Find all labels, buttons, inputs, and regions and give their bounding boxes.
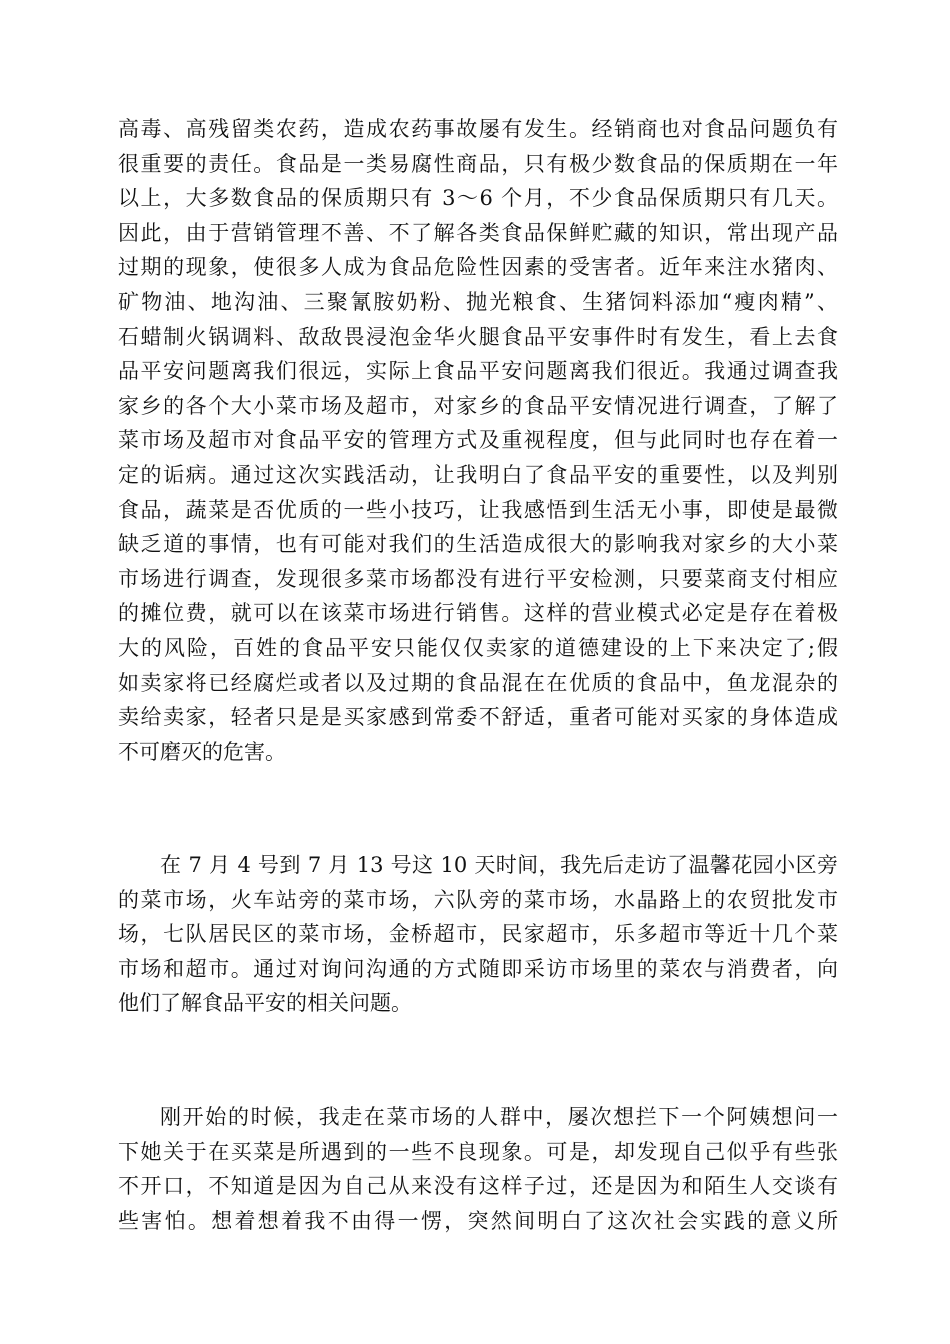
text-line: 市场进行调查，发现很多菜市场都没有进行平安检测，只要菜商支付相应 bbox=[118, 566, 838, 591]
text-line: 卖给卖家，轻者只是是买家感到常委不舒适，重者可能对买家的身体造成 bbox=[118, 705, 838, 730]
text-line: 很重要的责任。食品是一类易腐性商品，只有极少数食品的保质期在一年 bbox=[118, 151, 838, 176]
text-line: 因此，由于营销管理不善、不了解各类食品保鲜贮藏的知识，常出现产品 bbox=[118, 220, 838, 245]
text-line: 过期的现象，使很多人成为食品危险性因素的受害者。近年来注水猪肉、 bbox=[118, 255, 838, 280]
text-line: 的菜市场，火车站旁的菜市场，六队旁的菜市场，水晶路上的农贸批发市 bbox=[118, 887, 838, 912]
text-line: 刚开始的时候，我走在菜市场的人群中，屡次想拦下一个阿姨想问一 bbox=[160, 1105, 838, 1129]
text-line: 他们了解食品平安的相关问题。 bbox=[118, 991, 412, 1016]
text-line: 市场和超市。通过对询问沟通的方式随即采访市场里的菜农与消费者，向 bbox=[118, 956, 838, 981]
text-line: 在 7 月 4 号到 7 月 13 号这 10 天时间，我先后走访了温馨花园小区旁 bbox=[160, 853, 838, 877]
text-line: 矿物油、地沟油、三聚氰胺奶粉、抛光粮食、生猪饲料添加“瘦肉精”、 bbox=[118, 289, 838, 314]
text-line: 食品，蔬菜是否优质的一些小技巧，让我感悟到生活无小事，即使是最微 bbox=[118, 497, 838, 522]
text-line: 大的风险，百姓的食品平安只能仅仅卖家的道德建设的上下来决定了;假 bbox=[118, 635, 838, 660]
text-line: 下她关于在买菜是所遇到的一些不良现象。可是，却发现自己似乎有些张 bbox=[118, 1139, 838, 1164]
text-line: 的摊位费，就可以在该菜市场进行销售。这样的营业模式必定是存在着极 bbox=[118, 601, 838, 626]
text-line: 家乡的各个大小菜市场及超市，对家乡的食品平安情况进行调查，了解了 bbox=[118, 393, 838, 418]
text-line: 不开口，不知道是因为自己从来没有这样子过，还是因为和陌生人交谈有 bbox=[118, 1174, 838, 1199]
text-line: 以上，大多数食品的保质期只有 3～6 个月，不少食品保质期只有几天。 bbox=[118, 186, 838, 211]
paragraph-3 bbox=[118, 1100, 838, 1238]
paragraph-1 bbox=[118, 112, 838, 769]
text-line: 高毒、高残留类农药，造成农药事故屡有发生。经销商也对食品问题负有 bbox=[118, 117, 838, 141]
text-line: 场，七队居民区的菜市场，金桥超市，民家超市，乐多超市等近十几个菜 bbox=[118, 922, 838, 947]
paragraph-2 bbox=[118, 848, 838, 1021]
text-line: 缺乏道的事情，也有可能对我们的生活造成很大的影响我对家乡的大小菜 bbox=[118, 532, 838, 557]
text-line: 石蜡制火锅调料、敌敌畏浸泡金华火腿食品平安事件时有发生，看上去食 bbox=[118, 324, 838, 349]
text-line: 品平安问题离我们很远，实际上食品平安问题离我们很近。我通过调查我 bbox=[118, 359, 838, 384]
text-line: 菜市场及超市对食品平安的管理方式及重视程度，但与此同时也存在着一 bbox=[118, 428, 838, 453]
text-line: 不可磨灭的危害。 bbox=[118, 739, 286, 764]
text-line: 定的诟病。通过这次实践活动，让我明白了食品平安的重要性，以及判别 bbox=[118, 462, 838, 487]
text-line: 如卖家将已经腐烂或者以及过期的食品混在在优质的食品中，鱼龙混杂的 bbox=[118, 670, 838, 695]
text-line: 些害怕。想着想着我不由得一愣，突然间明白了这次社会实践的意义所 bbox=[118, 1208, 838, 1233]
